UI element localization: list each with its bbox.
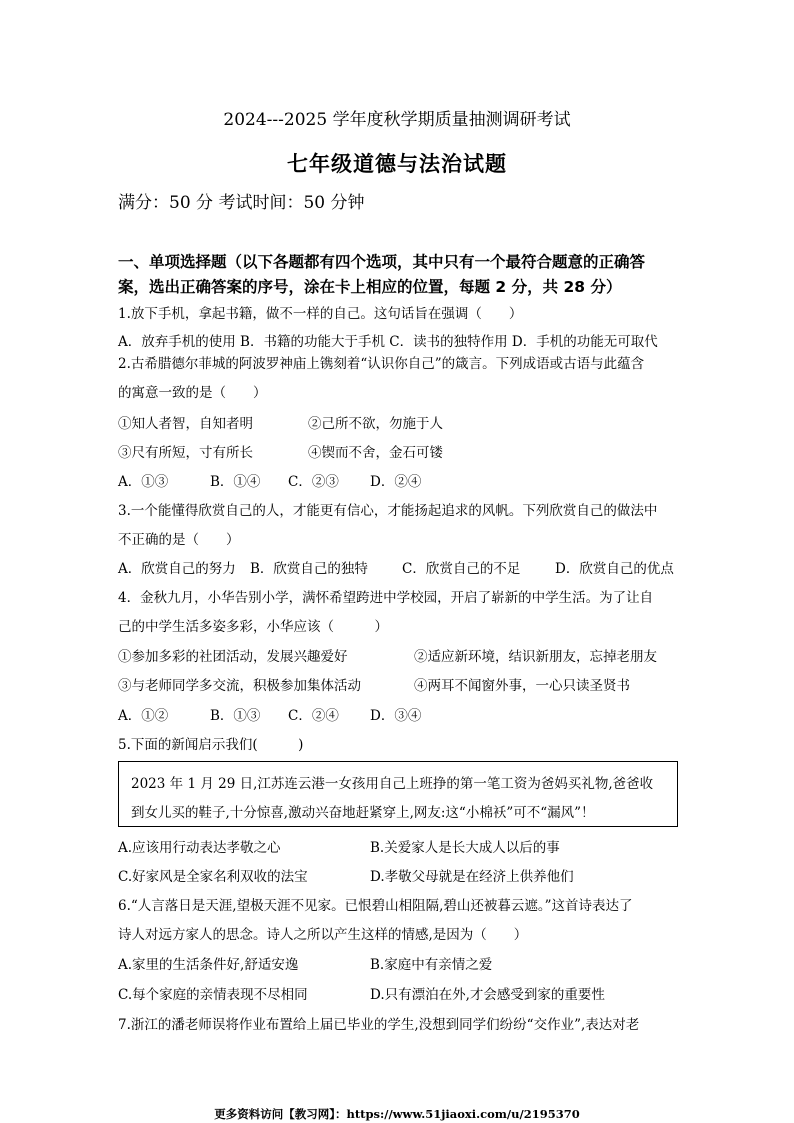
q2-item-2: ②己所不欲，勿施于人 bbox=[308, 416, 443, 432]
q4-option-a: A．①② bbox=[118, 708, 169, 724]
q3-option-a: A．欣赏自己的努力 bbox=[118, 561, 236, 577]
q2-stem-line2: 的寓意一致的是（ ） bbox=[118, 385, 267, 401]
q4-item-3: ③与老师同学多交流，积极参加集体活动 bbox=[118, 678, 361, 694]
news-box-line2: 到女儿买的鞋子,十分惊喜,激动兴奋地赶紧穿上,网友:这“小棉袄”可不“漏风”！ bbox=[131, 805, 595, 821]
q1-stem: 1.放下手机，拿起书籍，做不一样的自己。这句话旨在强调（ ） bbox=[118, 306, 523, 322]
q2-item-3: ③尺有所短，寸有所长 bbox=[118, 445, 253, 461]
q2-option-d: D．②④ bbox=[370, 474, 422, 490]
q4-option-c: C．②④ bbox=[288, 708, 339, 724]
q4-stem-line2: 己的中学生活多姿多彩，小华应该（ ） bbox=[118, 619, 388, 635]
q5-option-b: B.关爱家人是长大成人以后的事 bbox=[370, 840, 560, 856]
q4-option-b: B．①③ bbox=[210, 708, 261, 724]
q6-option-b: B.家庭中有亲情之爱 bbox=[370, 957, 493, 973]
q4-stem-line1: 4．金秋九月，小华告别小学，满怀希望跨进中学校园，开启了崭新的中学生活。为了让自 bbox=[118, 590, 654, 606]
q3-option-c: C．欣赏自己的不足 bbox=[402, 561, 521, 577]
q3-option-d: D．欣赏自己的优点 bbox=[555, 561, 674, 577]
q2-option-b: B．①④ bbox=[210, 474, 261, 490]
q3-stem-line1: 3.一个能懂得欣赏自己的人，才能更有信心，才能扬起追求的风帆。下列欣赏自己的做法中 bbox=[118, 503, 658, 519]
section-heading-line1: 一、单项选择题（以下各题都有四个选项，其中只有一个最符合题意的正确答 bbox=[118, 253, 646, 271]
q2-stem-line1: 2.古希腊德尔菲城的阿波罗神庙上镌刻着“认识你自己”的箴言。下列成语或古语与此蕴含 bbox=[118, 356, 645, 372]
q5-option-a: A.应该用行动表达孝敬之心 bbox=[118, 840, 281, 856]
q7-stem-line1: 7.浙江的潘老师误将作业布置给上届已毕业的学生,没想到同学们纷纷“交作业”,表达对老 bbox=[118, 1017, 640, 1033]
q6-option-c: C.每个家庭的亲情表现不尽相同 bbox=[118, 987, 308, 1003]
q4-item-1: ①参加多彩的社团活动，发展兴趣爱好 bbox=[118, 649, 348, 665]
section-heading-line2: 案，选出正确答案的序号，涂在卡上相应的位置，每题 2 分，共 28 分） bbox=[118, 278, 622, 296]
q2-item-4: ④锲而不舍，金石可镂 bbox=[308, 445, 443, 461]
q5-option-c: C.好家风是全家名利双收的法宝 bbox=[118, 869, 308, 885]
q3-option-b: B．欣赏自己的独特 bbox=[250, 561, 368, 577]
q4-item-4: ④两耳不闻窗外事，一心只读圣贤书 bbox=[414, 678, 630, 694]
q5-option-d: D.孝敬父母就是在经济上供养他们 bbox=[370, 869, 574, 885]
q2-item-1: ①知人者智，自知者明 bbox=[118, 416, 253, 432]
q4-option-d: D．③④ bbox=[370, 708, 422, 724]
q4-item-2: ②适应新环境，结识新朋友，忘掉老朋友 bbox=[414, 649, 657, 665]
q6-stem-line2: 诗人对远方家人的思念。诗人之所以产生这样的情感,是因为（ ） bbox=[118, 927, 528, 943]
score-time-info: 满分：50 分 考试时间：50 分钟 bbox=[118, 193, 365, 213]
q2-option-a: A．①③ bbox=[118, 474, 169, 490]
subject-title: 七年级道德与法治试题 bbox=[287, 151, 507, 176]
q5-stem: 5.下面的新闻启示我们( ) bbox=[118, 737, 304, 753]
q1-options: A．放弃手机的使用 B．书籍的功能大于手机 C．读书的独特作用 D．手机的功能无可取代 bbox=[118, 334, 658, 350]
q6-option-a: A.家里的生活条件好,舒适安逸 bbox=[118, 957, 299, 973]
news-box bbox=[118, 761, 678, 827]
q3-stem-line2: 不正确的是（ ） bbox=[118, 532, 240, 548]
exam-title: 2024---2025 学年度秋学期质量抽测调研考试 bbox=[223, 110, 571, 130]
q6-stem-line1: 6.“人言落日是天涯,望极天涯不见家。已恨碧山相阻隔,碧山还被暮云遮。”这首诗表达了 bbox=[118, 898, 633, 914]
q6-option-d: D.只有漂泊在外,才会感受到家的重要性 bbox=[370, 987, 605, 1003]
news-box-line1: 2023 年 1 月 29 日,江苏连云港一女孩用自己上班挣的第一笔工资为爸妈买礼物,爸爸收 bbox=[131, 776, 654, 792]
footer-link-text[interactable]: 更多资料访问【教习网】：https://www.51jiaoxi.com/u/2195370 bbox=[214, 1107, 580, 1121]
q2-option-c: C．②③ bbox=[288, 474, 339, 490]
